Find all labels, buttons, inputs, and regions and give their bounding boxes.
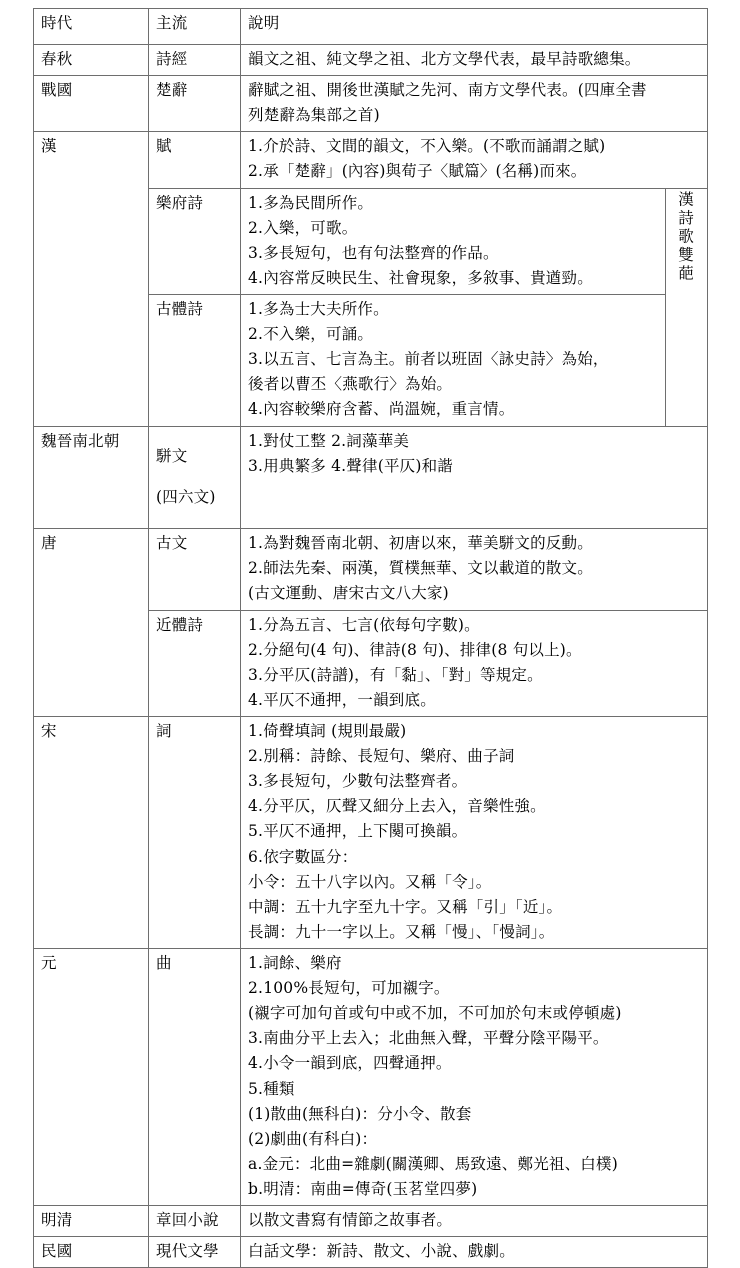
table-row [34,717,708,949]
description-line: 2.承「楚辭」(內容)與荀子〈賦篇〉(名稱)而來。 [248,162,587,181]
mainstream-label: 詞 [149,717,241,949]
side-note-cell [666,188,708,426]
description-line: 6.依字數區分： [248,847,358,866]
description-line: 白話文學：新詩、散文、小說、戲劇。 [248,1242,515,1261]
header-description: 說明 [241,9,708,45]
chinese-literature-history-table [33,8,708,1268]
era-label: 春秋 [34,45,149,76]
mainstream-label: 古體詩 [149,294,241,426]
mainstream-cell [149,426,241,529]
description-line: 4.內容常反映民生、社會現象，多敘事、貴遒勁。 [248,268,593,287]
description-line: 1.多為民間所作。 [248,193,374,212]
description-line: 5.種類 [248,1079,295,1098]
description-cell [241,426,708,529]
description-line: 3.多長短句，也有句法整齊的作品。 [248,243,499,262]
mainstream-label-alt: (四六文) [156,487,216,506]
side-note-vertical-text: 漢詩歌雙葩 [676,190,695,284]
mainstream-label: 現代文學 [149,1237,241,1268]
description-line: 小令：五十八字以內。又稱「令」。 [248,872,492,891]
description-line: (古文運動、唐宋古文八大家) [248,584,449,603]
mainstream-label: 近體詩 [149,610,241,716]
description-line: 2.不入樂，可誦。 [248,325,374,344]
mainstream-label: 賦 [149,132,241,188]
description-line: 2.100%長短句，可加襯字。 [248,979,450,998]
description-cell [241,1237,708,1268]
description-cell [241,949,708,1206]
description-line: 5.平仄不通押，上下闋可換韻。 [248,822,468,841]
description-cell [241,45,708,76]
mainstream-label: 樂府詩 [149,188,241,294]
description-line: 中調：五十九字至九十字。又稱「引」「近」。 [248,897,563,916]
description-cell [241,76,708,132]
description-line: 辭賦之祖、開後世漢賦之先河、南方文學代表。(四庫全書 [248,81,647,100]
description-line: 韻文之祖、純文學之祖、北方文學代表，最早詩歌總集。 [248,50,641,68]
header-era: 時代 [34,9,149,45]
description-line: 2.師法先秦、兩漢，質樸無華、文以載道的散文。 [248,559,593,578]
description-line: b.明清：南曲=傳奇(玉茗堂四夢) [248,1179,478,1198]
description-line: 2.別稱：詩餘、長短句、樂府、曲子詞 [248,747,515,766]
table-row [34,1237,708,1268]
description-line: 1.多為士大夫所作。 [248,299,389,318]
description-cell [241,529,708,610]
description-line: 4.分平仄，仄聲又細分上去入，音樂性強。 [248,797,546,816]
description-line: 4.小令一韻到底，四聲通押。 [248,1054,452,1073]
mainstream-label: 駢文 [156,447,188,466]
description-line: 4.內容較樂府含蓄、尚溫婉，重言情。 [248,400,515,419]
table-row [34,426,708,529]
era-label: 宋 [34,717,149,949]
mainstream-label: 曲 [149,949,241,1206]
table-row [34,45,708,76]
description-cell [241,294,666,426]
era-label: 民國 [34,1237,149,1268]
description-line: 1.對仗工整 2.詞藻華美 [248,431,410,450]
description-line: 1.為對魏晉南北朝、初唐以來，華美駢文的反動。 [248,534,593,553]
description-line: 長調：九十一字以上。又稱「慢」、「慢詞」。 [248,922,555,941]
description-line: 1.倚聲填詞 (規則最嚴) [248,722,407,741]
mainstream-label: 楚辭 [149,76,241,132]
description-line: (2)劇曲(有科白)： [248,1129,378,1148]
era-label: 元 [34,949,149,1206]
table-row [34,529,708,610]
description-cell [241,1206,708,1237]
description-line: 1.介於詩、文間的韻文，不入樂。(不歌而誦謂之賦) [248,137,606,156]
description-cell [241,610,708,716]
description-line: 3.多長短句，少數句法整齊者。 [248,772,468,791]
description-line: 1.詞餘、樂府 [248,954,342,972]
mainstream-label: 章回小說 [149,1206,241,1237]
mainstream-label: 古文 [149,529,241,610]
description-line: 3.分平仄(詩譜)，有「黏」、「對」等規定。 [248,665,543,684]
table-row [34,1206,708,1237]
table-row [34,949,708,1206]
table-row [34,132,708,188]
mainstream-label: 詩經 [149,45,241,76]
description-line: 以散文書寫有情節之故事者。 [248,1211,453,1230]
era-label: 戰國 [34,76,149,132]
era-label: 唐 [34,529,149,717]
description-line: 2.入樂，可歌。 [248,218,358,237]
description-line: 3.以五言、七言為主。前者以班固〈詠史詩〉為始， [248,350,609,369]
description-line: 3.用典繁多 4.聲律(平仄)和諧 [248,456,453,475]
era-label: 漢 [34,132,149,426]
description-line: 2.分絕句(4 句)、律詩(8 句)、排律(8 句以上)。 [248,640,582,659]
description-line: (1)散曲(無科白)：分小令、散套 [248,1104,472,1123]
description-line: 1.分為五言、七言(依每句字數)。 [248,615,480,634]
description-line: 後者以曹丕〈燕歌行〉為始。 [248,375,453,394]
table-row [34,76,708,132]
description-line: (襯字可加句首或句中或不加，不可加於句末或停頓處) [248,1004,622,1023]
description-line: 4.平仄不通押，一韻到底。 [248,690,436,709]
header-mainstream: 主流 [149,9,241,45]
table-header-row [34,9,708,45]
description-line: a.金元：北曲=雜劇(關漢卿、馬致遠、鄭光祖、白樸) [248,1154,618,1173]
era-label: 明清 [34,1206,149,1237]
description-line: 列楚辭為集部之首) [248,106,380,125]
description-cell [241,717,708,949]
description-line: 3.南曲分平上去入；北曲無入聲，平聲分陰平陽平。 [248,1029,609,1048]
description-cell [241,132,708,188]
description-cell [241,188,666,294]
era-label: 魏晉南北朝 [34,426,149,529]
